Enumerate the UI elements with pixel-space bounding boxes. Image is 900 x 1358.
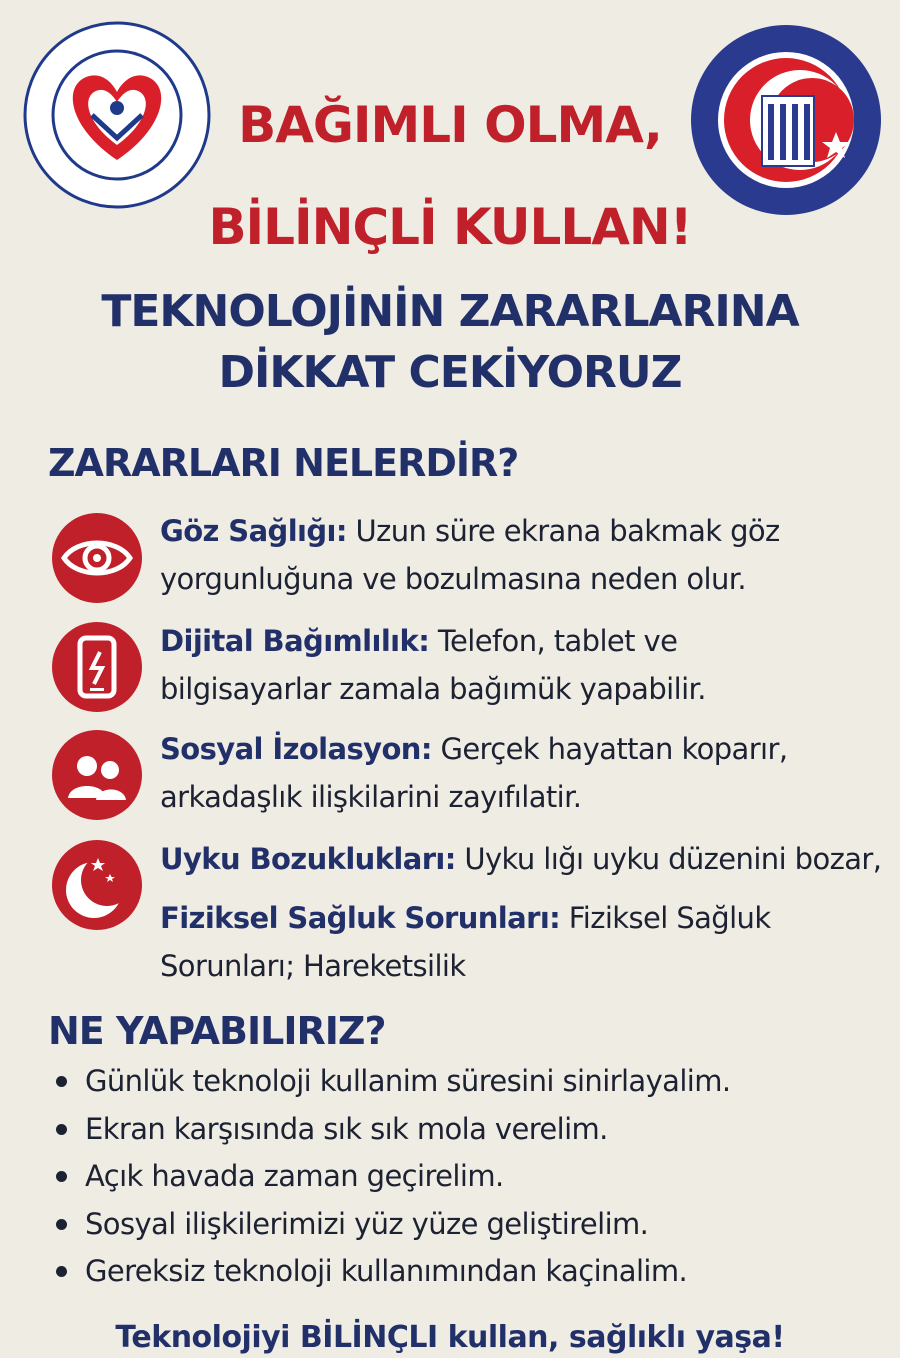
footer-slogan: Teknolojiyi BİLİNÇLI kullan, sağlıklı yaşa! [115, 1320, 785, 1355]
phone-icon [52, 622, 142, 712]
harm-text-2: bilgisayarlar zamala bağımük yapabilir. [160, 672, 706, 706]
harm-text-2: arkadaşlık ilişkilarini zayıfılatir. [160, 780, 582, 814]
harm-item-physical-health [160, 894, 895, 990]
harm-item-eye-health [160, 507, 895, 603]
harm-label: Fiziksel Sağluk Sorunları: [160, 901, 561, 935]
harm-item-social-isolation [160, 725, 895, 821]
eye-icon [52, 513, 142, 603]
actions-heading: NE YAPABILIRIZ? [48, 1009, 386, 1053]
harm-text: Telefon, tablet ve [429, 624, 678, 658]
main-title-line-1: BAĞIMLI OLMA, [238, 96, 662, 154]
list-item [50, 1106, 890, 1154]
harm-item-sleep-disorders [160, 835, 895, 883]
harm-text-2: yorgunluğuna ve bozulmasına neden olur. [160, 562, 746, 596]
bullet-icon [56, 1219, 67, 1230]
bullet-icon [56, 1076, 67, 1087]
bullet-icon [56, 1171, 67, 1182]
action-text: Ekran karşısında sık sık mola verelim. [85, 1111, 608, 1146]
harm-text: Gerçek hayattan koparır, [431, 732, 788, 766]
list-item [50, 1248, 890, 1296]
harm-label: Sosyal İzolasyon: [160, 732, 432, 766]
subtitle-line-1: TEKNOLOJİNİN ZARARLARINA [101, 286, 799, 337]
moon-icon [52, 840, 142, 930]
main-title-line-2: BİLİNÇLİ KULLAN! [208, 198, 692, 256]
harm-text: Fiziksel Sağluk [560, 901, 771, 935]
bullet-icon [56, 1266, 67, 1277]
people-icon [52, 730, 142, 820]
subtitle-line-2: DİKKAT CEKİYORUZ [218, 347, 682, 398]
harm-item-digital-addiction [160, 617, 895, 713]
harm-text: Uzun süre ekrana bakmak göz [346, 514, 780, 548]
action-text: Açık havada zaman geçirelim. [85, 1159, 504, 1193]
action-text: Günlük teknoloji kullanim süresini sinirlayalim. [85, 1064, 731, 1098]
harm-label: Göz Sağlığı: [160, 514, 347, 548]
harm-label: Uyku Bozuklukları: [160, 842, 456, 876]
harm-text: Uyku lığı uyku düzenini bozar, [455, 842, 882, 876]
list-item [50, 1058, 890, 1106]
actions-list [50, 1058, 890, 1296]
harm-label: Dijital Bağımlılık: [160, 624, 430, 658]
action-text: Gereksiz teknoloji kullanımından kaçinalim. [85, 1254, 688, 1288]
harms-heading: ZARARLARI NELERDİR? [48, 441, 519, 485]
list-item [50, 1201, 890, 1249]
bullet-icon [56, 1124, 67, 1135]
harm-text-2: Sorunları; Hareketsilik [160, 949, 466, 983]
list-item [50, 1153, 890, 1201]
action-text: Sosyal ilişkilerimizi yüz yüze geliştirelim. [85, 1206, 649, 1241]
